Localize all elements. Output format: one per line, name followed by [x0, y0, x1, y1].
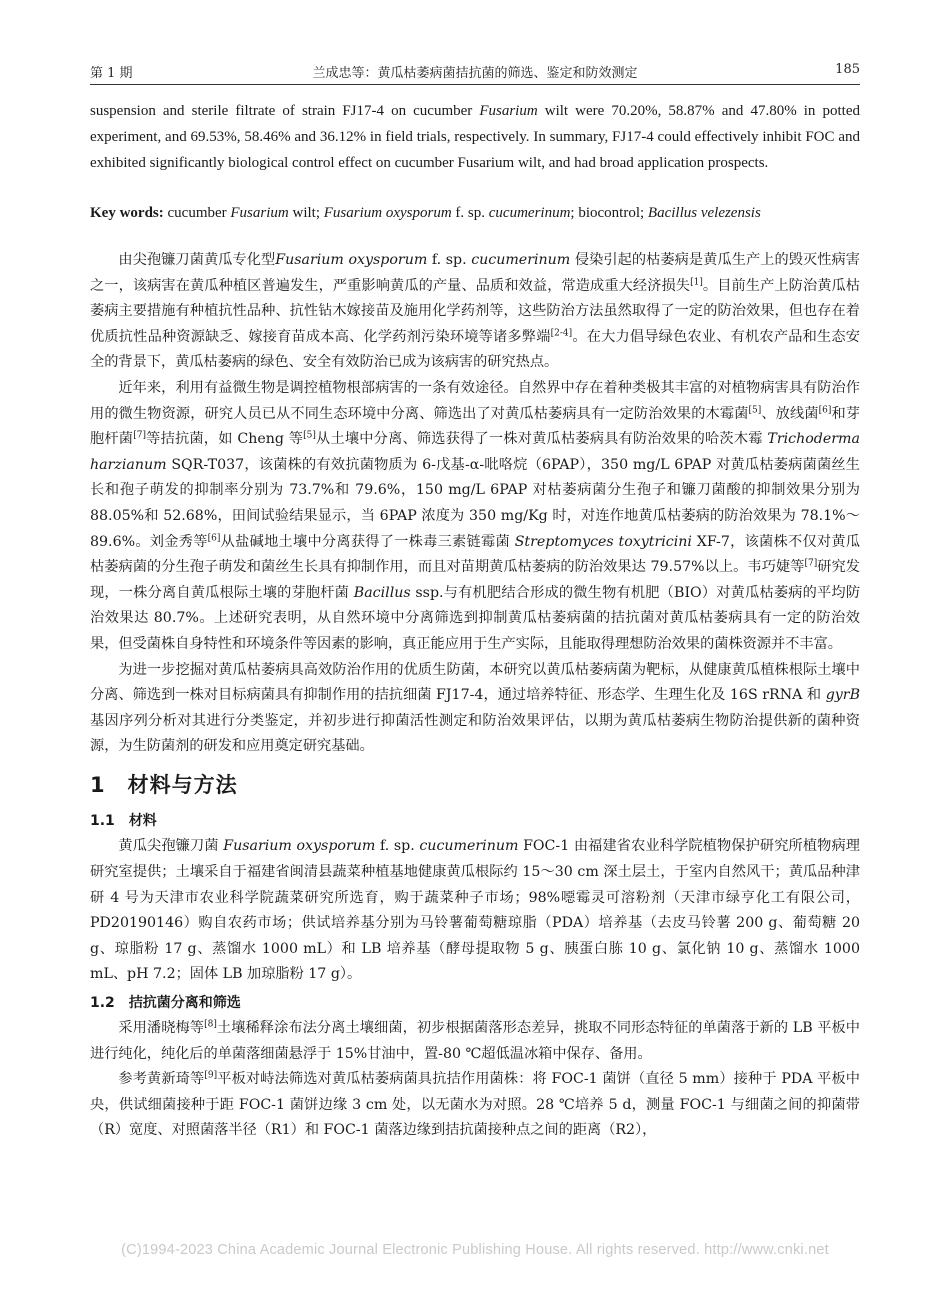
- keyword-italic: Bacillus velezensis: [647, 205, 761, 221]
- copyright-footer: (C)1994-2023 China Academic Journal Electronic Publishing House. All rights reserved. http://www.cnki.net: [121, 1242, 829, 1258]
- keyword-text: cucumber: [163, 205, 231, 221]
- header-divider: [90, 84, 860, 85]
- abstract-text: suspension and sterile filtrate of strain FJ17-4 on cucumber: [90, 103, 480, 119]
- text: 。目前生产上防治黄瓜枯萎病主要措施有种植抗性品种、抗性钻木嫁接苗及施用化学药剂等，这些防治方法虽然取得了一定的防治效果，但也存在着优质抗性品种资源缺乏、嫁接育苗成本高、化学药剂污染环境等诸多弊端: [90, 277, 860, 345]
- keywords-label: Key words:: [90, 205, 164, 221]
- citation[interactable]: [5]: [748, 404, 762, 415]
- text: 从盐碱地土壤中分离获得了一株毒三素链霉菌: [220, 533, 515, 550]
- text: FOC-1 由福建省农业科学院植物保护研究所植物病理研究室提供；土壤采自于福建省闽清县蔬菜种植基地健康黄瓜根际约 15～30 cm 深土层土，于室内自然风干；黄瓜品种津研 4 号为天津市农业科学院蔬菜研究所选育，购于蔬菜种子市场；98%噁霉灵可溶粉剂（天津市绿亨化工有限公司，PD20190146）购自农药市场；供试培养基分别为马铃薯葡萄糖琼脂（PDA）培养基（去皮马铃薯 200 g、葡萄糖 20 g、琼脂粉 17 g、蒸馏水 1000 mL）和 LB 培养基（酵母提取物 5 g、胰蛋白胨 10 g、氯化钠 10 g、蒸馏水 1000 mL、pH 7.2；固体 LB 加琼脂粉 17 g）。: [90, 838, 860, 983]
- abstract-text: wilt were 70.20%, 58.87% and 47.80% in potted experiment, and 69.53%, 58.46% and 36.12% in field trials, respectively. In summary, FJ17-4 could effectively inhibit FOC and exhibited significantly biological control effect on cucumber Fusarium wilt, and had broad application prospects.: [90, 103, 860, 171]
- running-header: [90, 62, 860, 84]
- citation[interactable]: [1]: [690, 276, 703, 287]
- citation[interactable]: [6]: [818, 404, 832, 415]
- species-name: cucumerinum: [471, 252, 571, 268]
- citation[interactable]: [2-4]: [550, 328, 573, 339]
- text: 土壤稀释涂布法分离土壤细菌，初步根据菌落形态差异，挑取不同形态特征的单菌落于新的 LB 平板中进行纯化，纯化后的单菌落细菌悬浮于 15%甘油中，置-80 ℃超低温冰箱中保存、备用。: [90, 1020, 860, 1062]
- text: 和芽胞杆菌: [90, 405, 860, 448]
- subsection-title: 材料: [128, 813, 157, 830]
- keyword-text: wilt;: [288, 205, 324, 221]
- subsection-heading-1-1: [90, 808, 860, 834]
- isolation-paragraph: [90, 1016, 860, 1067]
- running-title: 兰成忠等：黄瓜枯萎病菌拮抗菌的筛选、鉴定和防效测定: [312, 66, 638, 81]
- english-keywords: [90, 201, 860, 225]
- text: 研究发现，一株分离自黄瓜根际土壤的芽胞杆菌: [90, 559, 860, 601]
- citation[interactable]: [6]: [207, 532, 221, 543]
- citation[interactable]: [8]: [204, 1019, 217, 1030]
- citation[interactable]: [9]: [204, 1070, 218, 1081]
- intro-paragraph-2: [90, 376, 860, 658]
- section-number: 1: [90, 772, 106, 797]
- gene-name: gyrB: [825, 687, 860, 704]
- citation[interactable]: [7]: [133, 430, 146, 441]
- text: XF-7，该菌株不仅对黄瓜枯萎病菌的分生孢子萌发和菌丝生长具有抑制作用，而且对苗期黄瓜枯萎病的防治效果达 79.57%以上。韦巧婕等: [90, 533, 861, 576]
- citation[interactable]: [5]: [303, 430, 316, 441]
- subsection-number: 1.2: [90, 995, 115, 1012]
- keyword-text: ; biocontrol;: [570, 205, 648, 221]
- citation[interactable]: [7]: [804, 558, 818, 569]
- species-name: Fusarium oxysporum: [223, 838, 376, 855]
- subsection-number: 1.1: [90, 813, 115, 830]
- screening-paragraph: [90, 1067, 860, 1144]
- keyword-italic: cucumerinum: [488, 205, 571, 221]
- text: SQR-T037，该菌株的有效抗菌物质为 6-戊基-α-吡咯烷（6PAP），350 mg/L 6PAP 对黄瓜枯萎病菌菌丝生长和孢子萌发的抑制率分别为 73.7%和 79.6%，150 mg/L 6PAP 对枯萎病菌分生孢子和镰刀菌酸的抑制效果分别为 88.05%和 52.68%，田间试验结果显示，当 6PAP 浓度为 350 mg/Kg 时，对连作地黄瓜枯萎病的防治效果为 78.1%～89.6%。刘金秀等: [90, 456, 860, 550]
- species-name: Bacillus: [353, 584, 411, 601]
- text: f. sp.: [427, 252, 472, 268]
- text: 、放线菌: [761, 405, 819, 422]
- text: ssp.与有机肥结合形成的微生物有机肥（BIO）对黄瓜枯萎病的平均防治效果达 80.7%。上述研究表明，从自然环境中分离筛选到抑制黄瓜枯萎病菌的拮抗菌对黄瓜枯萎病具有一定的防治效果，但受菌株自身特性和环境条件等因素的影响，真正能应用于生产实际，且能取得理想防治效果的菌株资源并不丰富。: [90, 584, 861, 652]
- keyword-italic: Fusarium oxysporum: [323, 205, 452, 221]
- text: 为进一步挖掘对黄瓜枯萎病具高效防治作用的优质生防菌，本研究以黄瓜枯萎病菌为靶标，从健康黄瓜植株根际土壤中分离、筛选到一株对目标病菌具有抑制作用的拮抗细菌 FJ17-4，通过培养特征、形态学、生理生化及 16S rRNA 和: [90, 661, 860, 704]
- intro-paragraph-1: [90, 248, 860, 376]
- page-number: 185: [835, 62, 860, 77]
- text: 近年来，利用有益微生物是调控植物根部病害的一条有效途径。自然界中存在着种类极其丰富的对植物病害具有防治作用的微生物资源，研究人员已从不同生态环境中分离、筛选出了对黄瓜枯萎病具有一定防治效果的木霉菌: [90, 379, 860, 422]
- text: 参考黄新琦等: [118, 1071, 205, 1088]
- species-name: Streptomyces toxytricini: [514, 533, 692, 550]
- abstract-italic: Fusarium: [479, 103, 538, 119]
- english-abstract-tail: [90, 98, 860, 176]
- materials-paragraph: [90, 834, 860, 988]
- species-name: Fusarium oxysporum: [275, 252, 428, 268]
- text: 等拮抗菌，如 Cheng 等: [145, 431, 304, 448]
- issue-label: 第 1 期: [90, 66, 133, 81]
- section-title: 材料与方法: [127, 772, 238, 797]
- text: 采用潘晓梅等: [118, 1020, 205, 1037]
- article-body: [90, 248, 860, 1144]
- text: 基因序列分析对其进行分类鉴定，并初步进行抑菌活性测定和防治效果评估，以期为黄瓜枯萎病生物防治提供新的菌种资源，为生防菌剂的研发和应用奠定研究基础。: [90, 712, 860, 755]
- text: 从土壤中分离、筛选获得了一株对黄瓜枯萎病具有防治效果的哈茨木霉: [315, 431, 768, 448]
- text: 平板对峙法筛选对黄瓜枯萎病菌具抗拮作用菌株：将 FOC-1 菌饼（直径 5 mm）接种于 PDA 平板中央，供试细菌接种于距 FOC-1 菌饼边缘 3 cm 处，以无菌水为对照。28 ℃培养 5 d，测量 FOC-1 与细菌之间的抑菌带（R）宽度、对照菌落半径（R1）和 FOC-1 菌落边缘到拮抗菌接种点之间的距离（R2），: [90, 1071, 860, 1139]
- species-name: cucumerinum: [419, 838, 519, 855]
- keyword-text: f. sp.: [451, 205, 489, 221]
- text: 黄瓜尖孢镰刀菌: [118, 838, 224, 855]
- text: 由尖孢镰刀菌黄瓜专化型: [118, 252, 276, 268]
- text: 。在大力倡导绿色农业、有机农产品和生态安全的背景下，黄瓜枯萎病的绿色、安全有效防治已成为该病害的研究热点。: [90, 328, 860, 371]
- species-name: Trichoderma harzianum: [90, 431, 860, 473]
- intro-paragraph-3: [90, 658, 860, 760]
- subsection-heading-1-2: [90, 990, 860, 1016]
- text: f. sp.: [375, 838, 420, 855]
- section-heading-1: [90, 773, 860, 799]
- subsection-title: 拮抗菌分离和筛选: [128, 995, 241, 1012]
- keyword-italic: Fusarium: [230, 205, 289, 221]
- text: 侵染引起的枯萎病是黄瓜生产上的毁灭性病害之一，该病害在黄瓜种植区普遍发生，严重影响黄瓜的产量、品质和效益，常造成重大经济损失: [90, 252, 860, 294]
